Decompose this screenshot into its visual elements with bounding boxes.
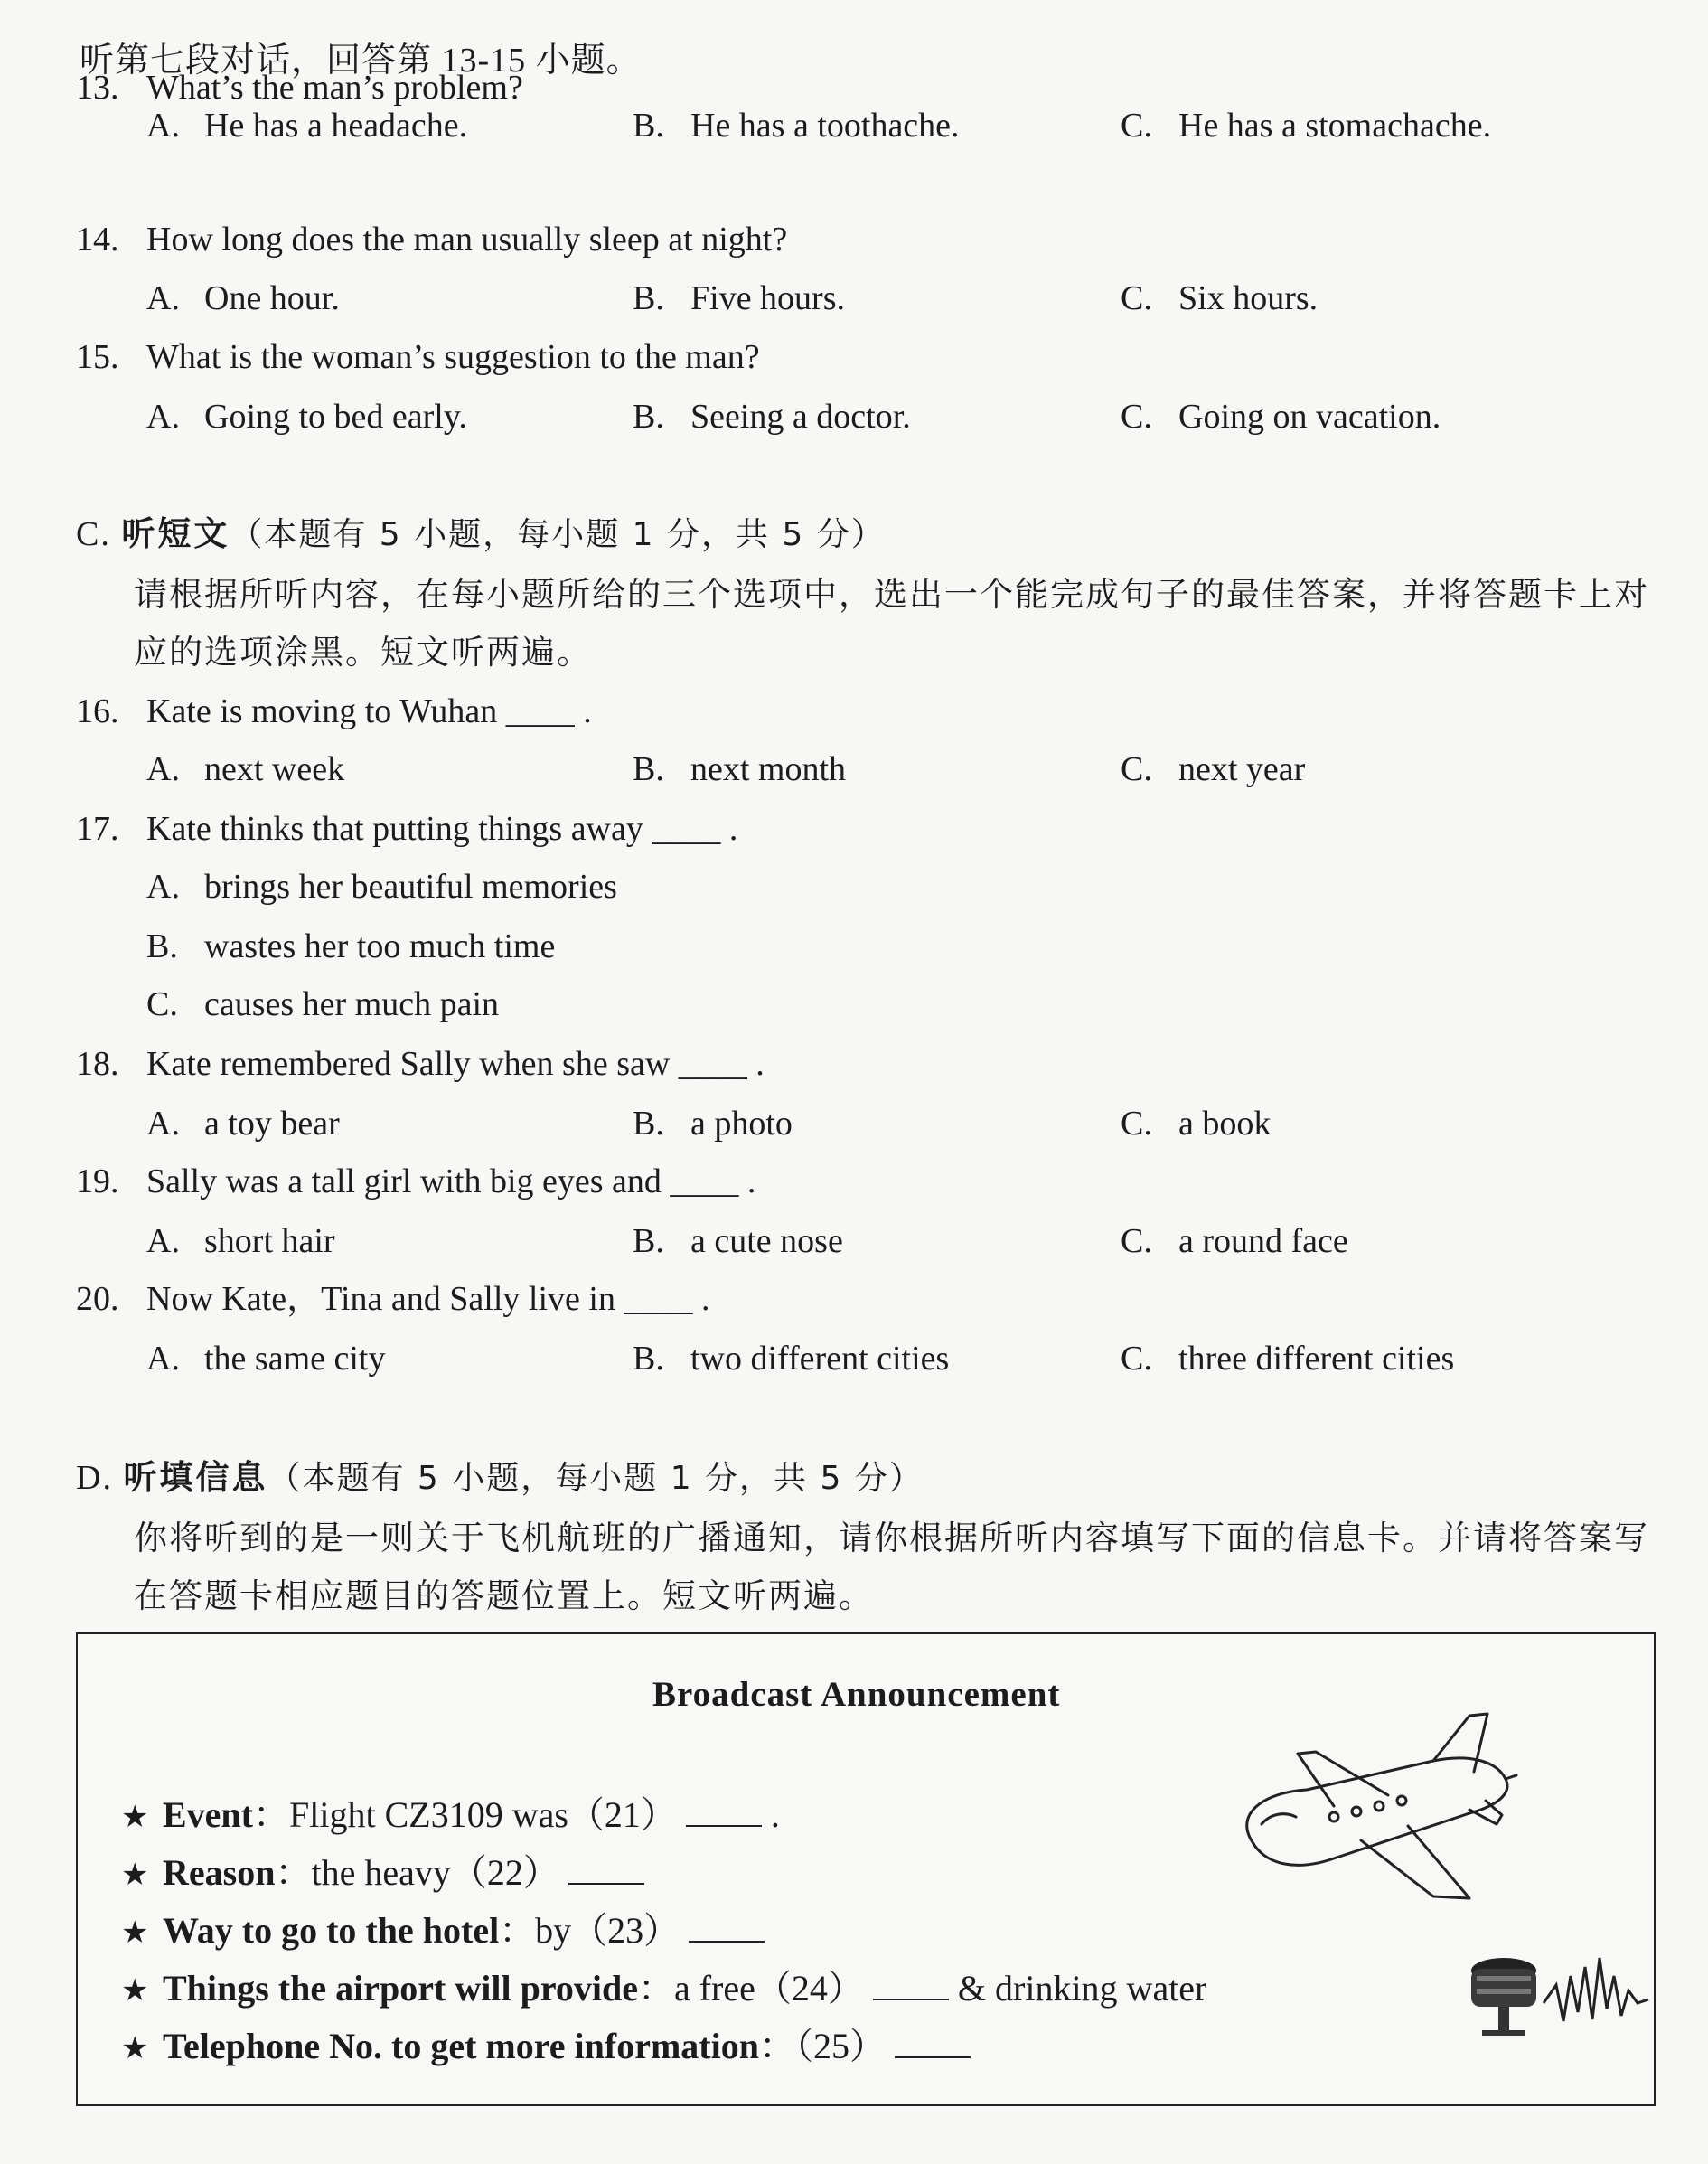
option-16b[interactable] [633,747,846,792]
option-text: three different cities [1178,1340,1455,1378]
section-meta: （本题有 5 小题，每小题 1 分，共 5 分） [230,516,886,553]
question-18 [76,1041,765,1087]
broadcast-card [76,1632,1656,2106]
item-text: ：the heavy（22） [275,1852,559,1893]
item-label: Telephone No. to get more information [163,2026,759,2066]
question-number: 18. [76,1045,119,1083]
option-letter: A. [146,279,180,317]
answer-blank-23[interactable] [689,1914,765,1943]
option-letter: B. [633,1340,664,1378]
question-number: 17. [76,810,119,848]
option-20c[interactable] [1121,1336,1454,1381]
card-item-reason [121,1849,644,1898]
option-text: He has a toothache. [690,107,960,145]
option-letter: A. [146,107,180,145]
option-20a[interactable] [146,1336,385,1381]
question-17 [76,806,737,851]
option-letter: A. [146,750,180,788]
question-number: 14. [76,221,119,259]
option-15a[interactable] [146,394,467,439]
item-label: Event [163,1794,253,1835]
card-title: Broadcast Announcement [652,1675,1061,1714]
option-text: causes her much pain [204,985,500,1023]
option-text: next year [1178,750,1306,788]
answer-blank-22[interactable] [568,1856,644,1885]
option-text: a photo [690,1105,793,1143]
option-13a[interactable] [146,103,467,148]
item-label: Reason [163,1852,276,1893]
star-icon: ★ [121,1972,149,2009]
option-17a[interactable] [146,864,617,909]
star-icon: ★ [121,1915,149,1951]
option-19b[interactable] [633,1218,843,1264]
option-text: Going on vacation. [1178,398,1441,436]
question-19 [76,1159,755,1204]
question-text: Now Kate，Tina and Sally live in ____ . [146,1280,710,1318]
option-letter: C. [146,985,178,1023]
question-number: 16. [76,692,119,730]
option-13b[interactable] [633,103,960,148]
option-15c[interactable] [1121,394,1441,439]
question-15 [76,334,760,380]
speaker-icon [1469,1949,1650,2048]
section-intro: 听第七段对话，回答第 13-15 小题。 [80,42,642,80]
item-text: ：by（23） [499,1910,680,1951]
option-letter: A. [146,398,180,436]
option-letter: B. [633,398,664,436]
star-icon: ★ [121,2030,149,2066]
airplane-icon [1198,1707,1587,1924]
option-text: a book [1178,1105,1272,1143]
option-letter: C. [1121,279,1152,317]
question-number: 20. [76,1280,119,1318]
option-letter: B. [146,927,178,965]
option-18b[interactable] [633,1101,793,1146]
option-17c[interactable] [146,982,499,1027]
option-text: a round face [1178,1222,1348,1260]
option-letter: C. [1121,1222,1152,1260]
option-text: two different cities [690,1340,950,1378]
option-letter: C. [1121,107,1152,145]
option-letter: B. [633,1105,664,1143]
question-number: 15. [76,338,119,376]
option-text: short hair [204,1222,335,1260]
section-meta: （本题有 5 小题，每小题 1 分，共 5 分） [267,1460,924,1497]
question-text: Kate thinks that putting things away ____ . [146,810,738,848]
card-item-provide [121,1965,1206,2014]
item-after: . [770,1794,780,1835]
card-item-telephone [121,2023,971,2072]
card-item-way [121,1907,765,1956]
item-text: ：（25） [758,2026,886,2066]
item-label: Things the airport will provide [163,1968,638,2009]
item-text: ：a free（24） [637,1968,864,2009]
option-14a[interactable] [146,276,340,321]
option-text: a cute nose [690,1222,843,1260]
option-text: Six hours. [1178,279,1319,317]
option-18c[interactable] [1121,1101,1271,1146]
card-item-event [121,1792,780,1840]
option-letter: C. [1121,1105,1152,1143]
option-14c[interactable] [1121,276,1318,321]
option-text: Going to bed early. [204,398,467,436]
section-d-heading [76,1455,924,1501]
question-number: 13. [76,69,119,107]
item-after: & drinking water [957,1968,1207,2009]
question-text: How long does the man usually sleep at night? [146,221,788,259]
option-letter: C. [1121,750,1152,788]
option-text: a toy bear [204,1105,340,1143]
answer-blank-25[interactable] [895,2029,971,2058]
option-text: Five hours. [690,279,845,317]
option-20b[interactable] [633,1336,949,1381]
option-16a[interactable] [146,747,344,792]
item-label: Way to go to the hotel [163,1910,500,1951]
item-text: ：Flight CZ3109 was（21） [253,1794,677,1835]
option-letter: A. [146,1105,180,1143]
question-text: Sally was a tall girl with big eyes and ____ . [146,1162,756,1200]
option-text: the same city [204,1340,386,1378]
option-19c[interactable] [1121,1218,1348,1264]
star-icon: ★ [121,1857,149,1893]
section-c-heading [76,512,886,558]
option-text: One hour. [204,279,340,317]
question-text: Kate is moving to Wuhan ____ . [146,692,592,730]
answer-blank-21[interactable] [686,1798,762,1827]
option-13c[interactable] [1121,103,1491,148]
answer-blank-24[interactable] [873,1971,949,2000]
question-text: What’s the man’s problem? [146,69,523,107]
option-letter: A. [146,868,180,906]
option-text: brings her beautiful memories [204,868,617,906]
option-letter: A. [146,1340,180,1378]
section-letter: C. [76,515,111,553]
option-letter: C. [1121,398,1152,436]
section-letter: D. [76,1459,113,1497]
option-letter: B. [633,107,664,145]
option-17b[interactable] [146,924,555,969]
question-text: Kate remembered Sally when she saw ____ . [146,1045,765,1083]
option-16c[interactable] [1121,747,1305,792]
option-text: next week [204,750,345,788]
option-letter: B. [633,750,664,788]
option-15b[interactable] [633,394,911,439]
option-text: He has a headache. [204,107,468,145]
option-letter: B. [633,279,664,317]
option-19a[interactable] [146,1218,335,1264]
question-20 [76,1276,709,1322]
option-letter: C. [1121,1340,1152,1378]
question-number: 19. [76,1162,119,1200]
option-18a[interactable] [146,1101,340,1146]
option-text: He has a stomachache. [1178,107,1492,145]
option-letter: A. [146,1222,180,1260]
section-title: 听短文 [121,514,230,553]
option-text: wastes her too much time [204,927,556,965]
option-text: next month [690,750,847,788]
section-d-instruction: 你将听到的是一则关于飞机航班的广播通知，请你根据所听内容填写下面的信息卡。并请将答案写在答题卡相应题目的答题位置上。短文听两遍。 [134,1519,1649,1615]
question-16 [76,689,592,734]
option-letter: B. [633,1222,664,1260]
section-c-instruction: 请根据所听内容，在每小题所给的三个选项中，选出一个能完成句子的最佳答案，并将答题卡上对应的选项涂黑。短文听两遍。 [134,575,1649,672]
option-text: Seeing a doctor. [690,398,911,436]
question-text: What is the woman’s suggestion to the man? [146,338,760,376]
option-14b[interactable] [633,276,845,321]
section-title: 听填信息 [123,1458,268,1497]
star-icon: ★ [121,1799,149,1835]
question-14 [76,217,787,262]
